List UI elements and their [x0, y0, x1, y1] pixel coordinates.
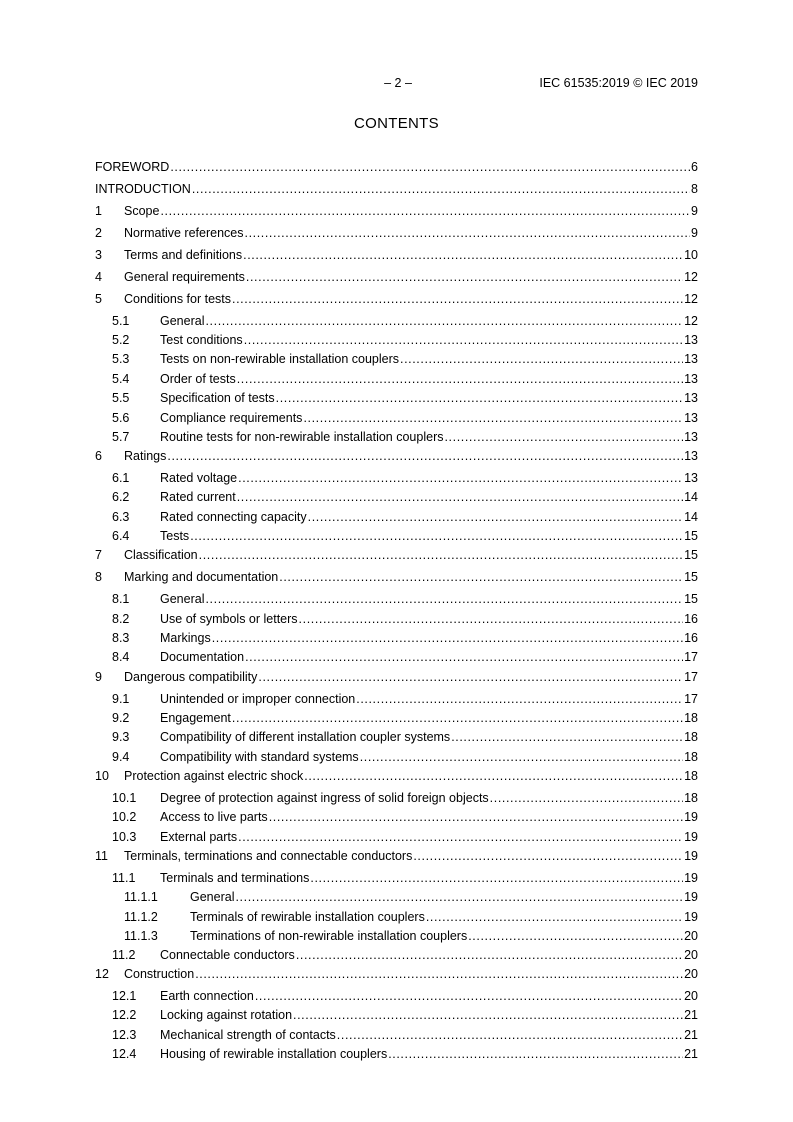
toc-entry-label: Connectable conductors [160, 948, 295, 962]
toc-entry-page: 18 [684, 769, 698, 783]
toc-entry-label: Tests on non-rewirable installation couplers [160, 352, 400, 366]
toc-entry[interactable] [95, 710, 698, 726]
toc-entry[interactable] [95, 410, 698, 426]
toc-entry[interactable] [95, 848, 698, 864]
toc-leader-dots [246, 269, 683, 285]
toc-leader-dots [356, 691, 683, 707]
toc-entry[interactable] [95, 390, 698, 406]
toc-entry-number: 8.4 [112, 650, 130, 664]
toc-entry-label: General [160, 592, 205, 606]
toc-entry-page: 21 [684, 1028, 698, 1042]
toc-entry-page: 19 [684, 910, 698, 924]
toc-entry-page: 21 [684, 1008, 698, 1022]
toc-entry-label: Access to live parts [160, 810, 268, 824]
toc-entry[interactable] [95, 181, 698, 197]
toc-entry[interactable] [95, 448, 698, 464]
toc-leader-dots [244, 332, 683, 348]
toc-leader-dots [190, 528, 683, 544]
toc-entry-number: 6.2 [112, 490, 130, 504]
toc-entry[interactable] [95, 790, 698, 806]
toc-entry-number: 6.4 [112, 529, 130, 543]
toc-leader-dots [245, 225, 691, 241]
toc-entry-label: Conditions for tests [124, 292, 231, 306]
toc-leader-dots [388, 1046, 683, 1062]
toc-leader-dots [237, 489, 683, 505]
toc-leader-dots [160, 203, 690, 219]
toc-entry-page: 13 [684, 391, 698, 405]
toc-entry-label: Engagement [160, 711, 231, 725]
toc-leader-dots [426, 909, 683, 925]
toc-entry-page: 18 [684, 791, 698, 805]
toc-entry-number: 9 [95, 670, 102, 684]
toc-entry[interactable] [95, 691, 698, 707]
toc-entry-label: Tests [160, 529, 190, 543]
toc-entry-page: 10 [684, 248, 698, 262]
toc-entry[interactable] [95, 247, 698, 263]
toc-leader-dots [310, 870, 683, 886]
toc-entry-page: 17 [684, 692, 698, 706]
toc-entry-label: Unintended or improper connection [160, 692, 356, 706]
toc-entry[interactable] [95, 749, 698, 765]
toc-entry-number: 8.1 [112, 592, 130, 606]
toc-entry-number: 5.2 [112, 333, 130, 347]
toc-leader-dots [167, 448, 683, 464]
toc-entry-label: Use of symbols or letters [160, 612, 298, 626]
toc-entry-number: 5 [95, 292, 102, 306]
toc-entry-number: 11.2 [112, 948, 136, 962]
toc-entry-number: 6.3 [112, 510, 130, 524]
toc-entry-page: 12 [684, 314, 698, 328]
toc-entry[interactable] [95, 291, 698, 307]
toc-leader-dots [490, 790, 683, 806]
toc-entry-page: 13 [684, 449, 698, 463]
toc-entry-page: 20 [684, 967, 698, 981]
toc-entry-label: Documentation [160, 650, 245, 664]
toc-entry-number: 12.1 [112, 989, 137, 1003]
toc-entry-number: 9.3 [112, 730, 130, 744]
toc-entry-label: Dangerous compatibility [124, 670, 258, 684]
toc-entry-label: Rated voltage [160, 471, 238, 485]
toc-entry[interactable] [95, 371, 698, 387]
toc-entry[interactable] [95, 528, 698, 544]
toc-entry-label: Order of tests [160, 372, 236, 386]
toc-leader-dots [304, 768, 683, 784]
toc-leader-dots [205, 313, 683, 329]
toc-entry[interactable] [95, 768, 698, 784]
toc-leader-dots [299, 611, 684, 627]
toc-entry[interactable] [95, 203, 698, 219]
toc-entry-number: 12 [95, 967, 109, 981]
toc-entry[interactable] [95, 889, 698, 905]
toc-leader-dots [212, 630, 683, 646]
toc-entry-number: 11 [95, 849, 108, 863]
toc-leader-dots [255, 988, 683, 1004]
toc-leader-dots [245, 649, 683, 665]
toc-leader-dots [360, 749, 683, 765]
toc-entry-label: Ratings [124, 449, 167, 463]
toc-entry-number: 11.1.2 [124, 910, 158, 924]
toc-entry-label: General [160, 314, 205, 328]
toc-entry-number: 10.2 [112, 810, 137, 824]
toc-entry-page: 8 [691, 182, 698, 196]
page-title: CONTENTS [354, 115, 439, 132]
toc-entry[interactable] [95, 591, 698, 607]
toc-entry-number: 7 [95, 548, 102, 562]
toc-entry-number: 9.1 [112, 692, 130, 706]
toc-entry-label: Locking against rotation [160, 1008, 293, 1022]
toc-entry[interactable] [95, 909, 698, 925]
toc-entry[interactable] [95, 1046, 698, 1062]
toc-entry-label: Terms and definitions [124, 248, 243, 262]
toc-entry-label: Normative references [124, 226, 244, 240]
toc-entry-page: 15 [684, 548, 698, 562]
toc-entry-page: 19 [684, 890, 698, 904]
toc-leader-dots [243, 247, 683, 263]
toc-entry-label: Compatibility with standard systems [160, 750, 359, 764]
toc-entry-page: 15 [684, 592, 698, 606]
toc-entry-label: INTRODUCTION [95, 182, 191, 196]
toc-entry-number: 2 [95, 226, 102, 240]
toc-entry-label: Specification of tests [160, 391, 275, 405]
toc-entry-label: Classification [124, 548, 198, 562]
toc-entry-label: Housing of rewirable installation couplers [160, 1047, 388, 1061]
toc-entry-label: General requirements [124, 270, 245, 284]
toc-entry-number: 5.4 [112, 372, 130, 386]
toc-leader-dots [276, 390, 683, 406]
toc-entry[interactable] [95, 489, 698, 505]
toc-leader-dots [337, 1027, 683, 1043]
toc-entry-label: Protection against electric shock [124, 769, 304, 783]
toc-entry-page: 20 [684, 948, 698, 962]
toc-entry[interactable] [95, 988, 698, 1004]
toc-entry-number: 12.3 [112, 1028, 137, 1042]
toc-entry-label: Terminals of rewirable installation couplers [190, 910, 425, 924]
toc-leader-dots [232, 710, 683, 726]
toc-entry-label: Test conditions [160, 333, 243, 347]
toc-entry-page: 16 [684, 631, 698, 645]
toc-entry-number: 9.2 [112, 711, 130, 725]
toc-entry-page: 13 [684, 430, 698, 444]
toc-leader-dots [444, 429, 683, 445]
toc-entry[interactable] [95, 870, 698, 886]
toc-entry-page: 15 [684, 529, 698, 543]
toc-entry-number: 5.1 [112, 314, 130, 328]
toc-entry-label: Mechanical strength of contacts [160, 1028, 336, 1042]
toc-leader-dots [170, 159, 690, 175]
toc-entry[interactable] [95, 630, 698, 646]
toc-entry-page: 20 [684, 929, 698, 943]
toc-entry-number: 9.4 [112, 750, 130, 764]
toc-entry-page: 13 [684, 352, 698, 366]
toc-entry-number: 5.7 [112, 430, 130, 444]
toc-entry-page: 20 [684, 989, 698, 1003]
toc-entry-page: 13 [684, 411, 698, 425]
toc-entry-label: General [190, 890, 235, 904]
page-header-number: – 2 – [384, 76, 412, 90]
toc-entry-label: Terminals, terminations and connectable conductors [124, 849, 413, 863]
toc-entry[interactable] [95, 669, 698, 685]
toc-entry-page: 19 [684, 871, 698, 885]
toc-leader-dots [238, 470, 683, 486]
toc-entry-page: 13 [684, 471, 698, 485]
toc-entry-label: Scope [124, 204, 160, 218]
toc-entry-page: 19 [684, 849, 698, 863]
toc-entry-label: Compliance requirements [160, 411, 303, 425]
toc-entry-number: 11.1.3 [124, 929, 158, 943]
toc-leader-dots [279, 569, 683, 585]
toc-leader-dots [237, 371, 683, 387]
toc-entry[interactable] [95, 829, 698, 845]
toc-entry-label: Compatibility of different installation coupler systems [160, 730, 451, 744]
toc-entry-page: 6 [691, 160, 698, 174]
toc-entry[interactable] [95, 332, 698, 348]
toc-entry[interactable] [95, 429, 698, 445]
toc-leader-dots [192, 181, 690, 197]
toc-entry-page: 17 [684, 670, 698, 684]
toc-leader-dots [293, 1007, 683, 1023]
toc-entry-page: 19 [684, 830, 698, 844]
toc-entry[interactable] [95, 649, 698, 665]
toc-entry[interactable] [95, 225, 698, 241]
toc-entry-number: 10.3 [112, 830, 137, 844]
toc-entry[interactable] [95, 569, 698, 585]
toc-leader-dots [468, 928, 683, 944]
toc-leader-dots [308, 509, 683, 525]
toc-entry[interactable] [95, 159, 698, 175]
toc-entry-page: 14 [684, 490, 698, 504]
toc-entry-number: 5.5 [112, 391, 130, 405]
toc-leader-dots [296, 947, 683, 963]
toc-leader-dots [400, 351, 683, 367]
toc-entry-label: FOREWORD [95, 160, 170, 174]
toc-entry[interactable] [95, 928, 698, 944]
toc-entry-number: 10.1 [112, 791, 137, 805]
toc-leader-dots [258, 669, 683, 685]
toc-entry[interactable] [95, 1007, 698, 1023]
toc-entry-number: 1 [95, 204, 102, 218]
toc-leader-dots [303, 410, 683, 426]
toc-entry-number: 8.2 [112, 612, 130, 626]
toc-entry-page: 18 [684, 730, 698, 744]
toc-leader-dots [269, 809, 683, 825]
toc-entry-page: 18 [684, 711, 698, 725]
toc-leader-dots [195, 966, 683, 982]
toc-entry-number: 5.6 [112, 411, 130, 425]
toc-entry[interactable] [95, 611, 698, 627]
toc-entry[interactable] [95, 509, 698, 525]
toc-leader-dots [205, 591, 683, 607]
toc-entry[interactable] [95, 351, 698, 367]
toc-entry-label: Terminals and terminations [160, 871, 310, 885]
toc-entry-label: Earth connection [160, 989, 254, 1003]
page-header-standard: IEC 61535:2019 © IEC 2019 [539, 76, 698, 90]
toc-entry-number: 11.1 [112, 871, 136, 885]
toc-entry-label: Construction [124, 967, 195, 981]
toc-entry-number: 6 [95, 449, 102, 463]
toc-entry-page: 9 [691, 226, 698, 240]
toc-entry[interactable] [95, 966, 698, 982]
toc-leader-dots [451, 729, 683, 745]
toc-entry-page: 18 [684, 750, 698, 764]
toc-leader-dots [413, 848, 683, 864]
toc-entry-number: 10 [95, 769, 109, 783]
toc-entry-number: 8.3 [112, 631, 130, 645]
toc-entry[interactable] [95, 1027, 698, 1043]
toc-entry[interactable] [95, 729, 698, 745]
toc-leader-dots [232, 291, 683, 307]
toc-entry-label: Routine tests for non-rewirable installation couplers [160, 430, 444, 444]
toc-entry-page: 19 [684, 810, 698, 824]
toc-entry-page: 13 [684, 333, 698, 347]
toc-entry-number: 12.4 [112, 1047, 137, 1061]
toc-entry[interactable] [95, 809, 698, 825]
toc-entry-page: 12 [684, 270, 698, 284]
toc-entry-page: 9 [691, 204, 698, 218]
toc-entry-page: 17 [684, 650, 698, 664]
toc-entry-number: 4 [95, 270, 102, 284]
toc-entry-label: Rated connecting capacity [160, 510, 307, 524]
toc-entry-label: Marking and documentation [124, 570, 279, 584]
toc-entry-label: Markings [160, 631, 211, 645]
toc-entry-number: 12.2 [112, 1008, 137, 1022]
toc-entry[interactable] [95, 547, 698, 563]
toc-entry-label: Rated current [160, 490, 236, 504]
toc-entry-page: 21 [684, 1047, 698, 1061]
toc-entry[interactable] [95, 313, 698, 329]
toc-entry-page: 14 [684, 510, 698, 524]
toc-entry-number: 5.3 [112, 352, 130, 366]
toc-entry-label: Terminations of non-rewirable installation couplers [190, 929, 468, 943]
toc-entry-number: 6.1 [112, 471, 130, 485]
toc-entry-page: 13 [684, 372, 698, 386]
toc-entry[interactable] [95, 269, 698, 285]
toc-entry-label: External parts [160, 830, 238, 844]
toc-entry[interactable] [95, 947, 698, 963]
toc-entry-page: 12 [684, 292, 698, 306]
toc-entry-number: 8 [95, 570, 102, 584]
toc-entry-page: 15 [684, 570, 698, 584]
toc-entry-page: 16 [684, 612, 698, 626]
toc-leader-dots [238, 829, 683, 845]
toc-entry-number: 3 [95, 248, 102, 262]
toc-entry-label: Degree of protection against ingress of solid foreign objects [160, 791, 489, 805]
toc-entry-number: 11.1.1 [124, 890, 158, 904]
toc-leader-dots [235, 889, 683, 905]
toc-leader-dots [199, 547, 683, 563]
toc-entry[interactable] [95, 470, 698, 486]
